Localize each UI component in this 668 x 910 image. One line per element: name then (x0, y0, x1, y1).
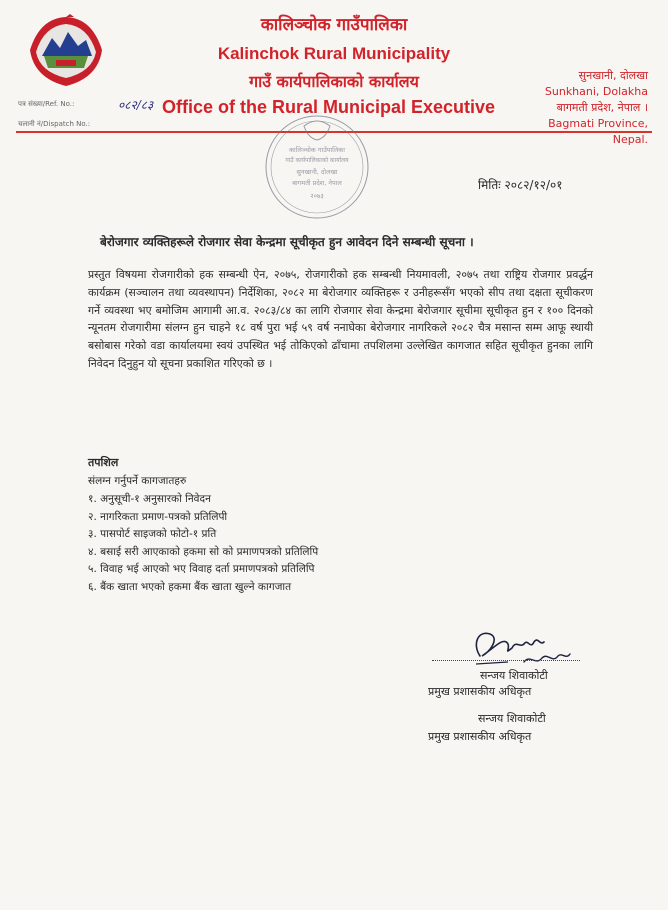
stamp-line-5: २०७३ (310, 192, 324, 200)
enclosure-item: ४. बसाई सरी आएकाको हकमा सो को प्रमाणपत्रको प्रतिलिपि (88, 545, 319, 558)
enclosure-item: ३. पासपोर्ट साइजको फोटो-१ प्रति (88, 528, 217, 540)
enclosures-title: तपशिल (88, 456, 119, 469)
signatory-title: प्रमुख प्रशासकीय अधिकृत (428, 685, 532, 698)
address-nepali-1: सुनखानी, दोलखा (578, 69, 648, 82)
handwritten-signature (468, 626, 576, 672)
letter-date: मितिः २०८२/१२/०१ (478, 178, 563, 192)
seal-name: सन्जय शिवाकोटी (478, 712, 546, 725)
office-name-nepali: गाउँ कार्यपालिकाको कार्यालय (249, 72, 419, 91)
seal-title: प्रमुख प्रशासकीय अधिकृत (428, 730, 532, 743)
address-english-1: Sunkhani, Dolakha (544, 85, 648, 98)
enclosure-item: ६. बैंक खाता भएको हकमा बैंक खाता खुल्ने कागजात (88, 580, 292, 593)
dispatch-label: चलानी नं/Dispatch No.: (18, 120, 91, 128)
municipality-name-english: Kalinchok Rural Municipality (217, 44, 451, 63)
enclosure-item: २. नागरिकता प्रमाण-पत्रको प्रतिलिपी (88, 510, 228, 523)
enclosures-subtitle: संलग्न गर्नुपर्ने कागजातहरु (88, 475, 187, 487)
letter-body: प्रस्तुत विषयमा रोजगारीको हक सम्बन्धी ऐन, २०७५, रोजगारीको हक सम्बन्धी नियमावली, २०७५ तथा राष्ट्रिय रोजगार प्रवर्द्धन कार्यक्रम (सञ्चालन तथा व्यवस्थापन) निर्देशिका, २०८२ मा बेरोजगार व्यक्तिहरू र उनीहरूसँग भएको सीप तथा दक्षता सूचीकरण गर्ने व्यवस्था भए बमोजिम आगामी आ.व. २०८३/८४ का लागि रोजगार सेवा केन्द्रमा बेरोजगार सूचीमा सूचीकृत हुन र १०० दिनको न्यूनतम रोजगारीमा संलग्न हुन चाहने १८ वर्ष पुरा भई ५९ वर्ष ननाघेका बेरोजगार नागरिकले २०८२ चैत्र मसान्त सम्म आफू स्थायी बसोबास गरेको वडा कार्यालयमा स्वयं उपस्थित भई तोकिएको ढाँचामा तपशिलमा उल्लेखित कागजात सहित सूचीकृत हुनका लागि निवेदन दिनुहुन यो सूचना प्रकाशित गरिएको छ । (88, 268, 593, 370)
stamp-line-1: कालिञ्चोक गाउँपालिका (289, 146, 345, 154)
signatory-name: सन्जय शिवाकोटी (480, 669, 548, 682)
address-english-2: Bagmati Province, Nepal. (548, 117, 648, 146)
stamp-line-4: बागमती प्रदेश, नेपाल (292, 179, 342, 187)
enclosure-item: १. अनुसूची-१ अनुसारको निवेदन (88, 493, 211, 505)
letter-subject: बेरोजगार व्यक्तिहरूले रोजगार सेवा केन्द्रमा सूचीकृत हुन आवेदन दिने सम्बन्धी सूचना । (100, 235, 474, 249)
stamp-line-2: गाउँ कार्यपालिकाको कार्यालय (285, 157, 349, 164)
ref-number: ०८२/८३ (118, 98, 154, 112)
stamp-line-3: सुनखानी, दोलखा (296, 168, 338, 176)
enclosures-list (88, 491, 318, 596)
stamp-emblem-icon (304, 121, 330, 140)
address-nepali-2: बागमती प्रदेश, नेपाल । (556, 101, 648, 114)
signature-line (432, 660, 580, 661)
office-stamp (262, 112, 372, 222)
municipality-name-nepali: कालिञ्चोक गाउँपालिका (260, 15, 408, 35)
ref-label: पत्र संख्या/Ref. No.: (18, 100, 75, 108)
address-block (522, 68, 648, 148)
enclosure-item: ५. विवाह भई आएको भए विवाह दर्ता प्रमाणपत्रको प्रतिलिपि (88, 563, 315, 575)
office-name-english: Office of the Rural Municipal Executive (162, 97, 496, 117)
